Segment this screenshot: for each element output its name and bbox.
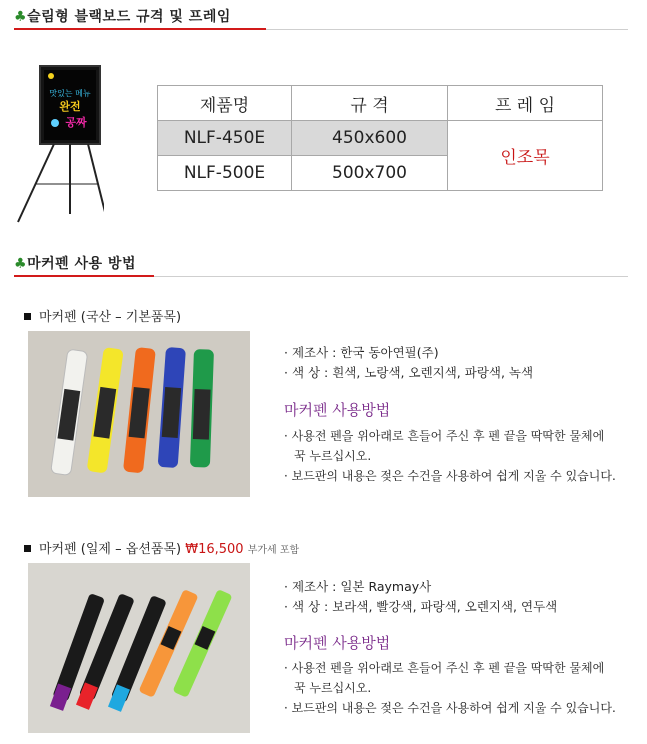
product1-info bbox=[284, 343, 533, 383]
howto-line: · 보드판의 내용은 젖은 수건을 사용하여 쉽게 지울 수 있습니다. bbox=[284, 701, 616, 715]
product2-howto-title: 마커펜 사용방법 bbox=[284, 634, 391, 652]
product1-howto-title: 마커펜 사용방법 bbox=[284, 401, 391, 419]
vat-note: 부가세 포함 bbox=[247, 545, 300, 556]
howto-line: · 사용전 펜을 위아래로 흔들어 주신 후 펜 끝을 딱딱한 물체에 bbox=[284, 429, 605, 443]
product2-marker-photo bbox=[28, 563, 250, 733]
spec-table bbox=[157, 85, 603, 191]
howto-line: 꾹 누르십시오. bbox=[294, 681, 372, 695]
divider bbox=[266, 29, 628, 30]
board-text-line3: 공짜 bbox=[65, 116, 87, 129]
product1-maker: · 제조사 : 한국 동아연필(주) bbox=[284, 345, 439, 360]
blackboard-easel-image bbox=[14, 64, 104, 226]
product1-colors: · 색 상 : 흰색, 노랑색, 오렌지색, 파랑색, 녹색 bbox=[284, 365, 534, 380]
howto-line: · 사용전 펜을 위아래로 흔들어 주신 후 펜 끝을 딱딱한 물체에 bbox=[284, 661, 605, 675]
product2-heading: 마커펜 (일제 – 옵션품목) ₩16,500 부가세 포함 bbox=[24, 538, 299, 557]
board-text-line2: 완전 bbox=[59, 100, 81, 113]
divider bbox=[154, 276, 628, 277]
section-title-marker: ♣마커펜 사용 방법 bbox=[14, 256, 136, 272]
col-header-frame: 프 레 임 bbox=[448, 86, 603, 121]
howto-line: 꾹 누르십시오. bbox=[294, 449, 372, 463]
square-bullet-icon bbox=[24, 313, 31, 320]
product2-howto bbox=[284, 658, 634, 718]
cell-frame: 인조목 bbox=[448, 121, 603, 191]
board-text-line1: 맛있는 메뉴 bbox=[49, 89, 91, 98]
product2-colors: · 색 상 : 보라색, 빨강색, 파랑색, 오렌지색, 연두색 bbox=[284, 599, 558, 614]
club-icon: ♣ bbox=[14, 256, 28, 272]
col-header-name: 제품명 bbox=[158, 86, 292, 121]
col-header-size: 규 격 bbox=[292, 86, 448, 121]
club-icon: ♣ bbox=[14, 9, 28, 25]
product1-marker-photo bbox=[28, 331, 250, 497]
product2-info bbox=[284, 577, 557, 617]
cell-model: NLF-450E bbox=[158, 121, 292, 156]
section-underline bbox=[14, 275, 154, 277]
price-label: ₩16,500 bbox=[185, 542, 244, 557]
product1-heading: 마커펜 (국산 – 기본품목) bbox=[24, 306, 181, 325]
product1-howto bbox=[284, 426, 634, 486]
cell-model: NLF-500E bbox=[158, 156, 292, 191]
howto-line: · 보드판의 내용은 젖은 수건을 사용하여 쉽게 지울 수 있습니다. bbox=[284, 469, 616, 483]
cell-size: 500x700 bbox=[292, 156, 448, 191]
product2-maker: · 제조사 : 일본 Raymay사 bbox=[284, 579, 432, 594]
cell-size: 450x600 bbox=[292, 121, 448, 156]
section-title-board: ♣슬림형 블랙보드 규격 및 프레임 bbox=[14, 9, 231, 25]
square-bullet-icon bbox=[24, 545, 31, 552]
section-underline bbox=[14, 28, 266, 30]
